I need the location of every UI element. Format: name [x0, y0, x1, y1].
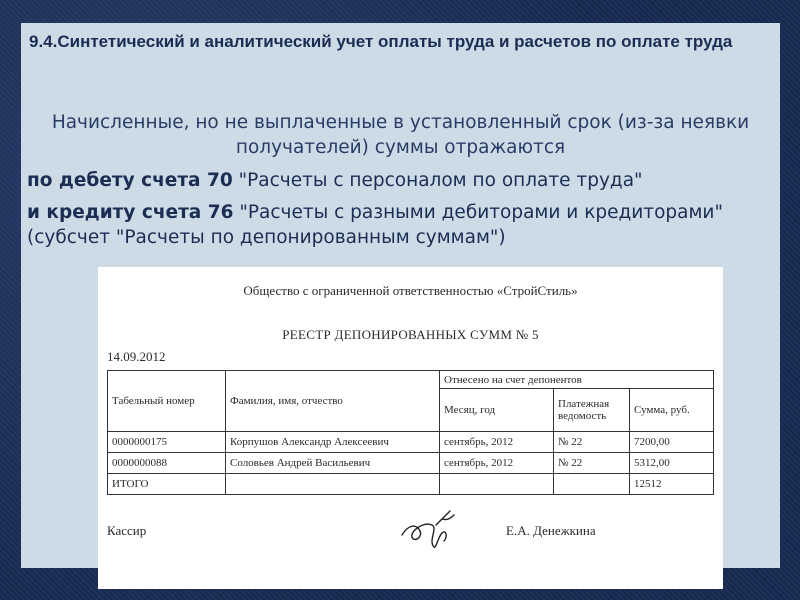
table-total-row: [108, 474, 714, 495]
total-empty-name: [226, 474, 440, 495]
cell-amount: 7200,00: [630, 432, 714, 453]
cashier-label: Кассир: [107, 523, 147, 538]
cell-month: сентябрь, 2012: [440, 432, 554, 453]
credit-account-desc: "Расчеты с разными дебиторами и кредиторами" (субсчет "Расчеты по депонированным суммам"): [27, 202, 723, 248]
signature-icon: [398, 507, 458, 553]
cell-tab-number: 0000000088: [108, 453, 226, 474]
cell-full-name: Соловьев Андрей Васильевич: [226, 453, 440, 474]
signature-block: [98, 507, 723, 567]
registry-table: [107, 370, 714, 495]
header-full-name: Фамилия, имя, отчество: [226, 371, 440, 432]
slide-panel: [21, 23, 780, 568]
table-row: [108, 432, 714, 453]
cell-month: сентябрь, 2012: [440, 453, 554, 474]
header-amount: Сумма, руб.: [630, 389, 714, 432]
table-row: [108, 453, 714, 474]
intro-text: Начисленные, но не выплаченные в установленный срок (из-за неявки получателей) суммы отражаются: [51, 112, 750, 158]
cell-payroll: № 22: [554, 432, 630, 453]
header-month: Месяц, год: [440, 389, 554, 432]
debit-account-label: по дебету счета 70: [27, 170, 233, 191]
table-header-row: [108, 371, 714, 389]
cell-amount: 5312,00: [630, 453, 714, 474]
total-empty-payroll: [554, 474, 630, 495]
registry-document: [98, 267, 723, 589]
credit-account-label: и кредиту счета 76: [27, 202, 234, 223]
header-group: Отнесено на счет депонентов: [440, 371, 714, 389]
cell-full-name: Корпушов Александр Алексеевич: [226, 432, 440, 453]
slide-title: 9.4.Синтетический и аналитический учет оплаты труда и расчетов по оплате труда: [29, 32, 733, 51]
debit-account-desc: "Расчеты с персоналом по оплате труда": [232, 170, 643, 191]
total-label: ИТОГО: [108, 474, 226, 495]
total-amount: 12512: [630, 474, 714, 495]
cashier-name: Е.А. Денежкина: [506, 523, 596, 538]
cell-tab-number: 0000000175: [108, 432, 226, 453]
credit-rule: [27, 200, 772, 250]
registry-title: РЕЕСТР ДЕПОНИРОВАННЫХ СУММ № 5: [282, 327, 539, 342]
organization-name: Общество с ограниченной ответственностью «СтройСтиль»: [243, 283, 578, 298]
cell-payroll: № 22: [554, 453, 630, 474]
header-payroll: Платежная ведомость: [554, 389, 630, 432]
total-empty-month: [440, 474, 554, 495]
debit-rule: [27, 168, 772, 193]
header-tab-number: Табельный номер: [108, 371, 226, 432]
document-date: 14.09.2012: [107, 349, 166, 364]
